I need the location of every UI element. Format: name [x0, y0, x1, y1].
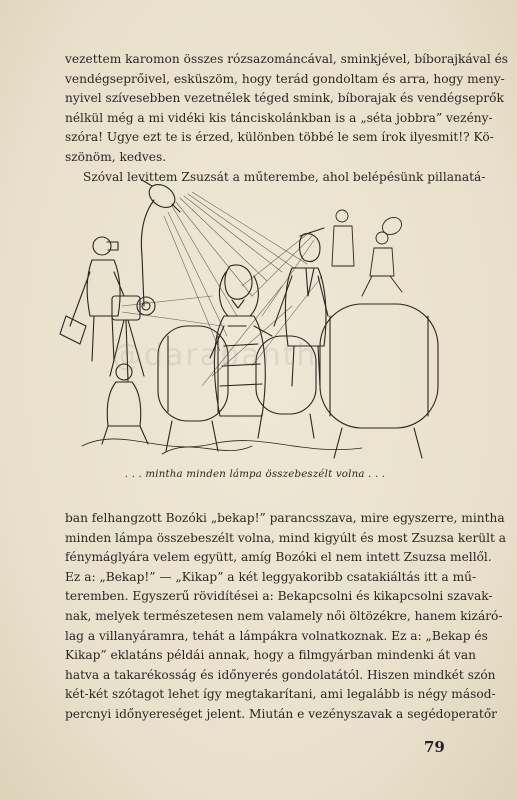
text-line: nélkül még a mi vidéki kis tánciskolánkban is a „séta jobbra” vezény- — [65, 110, 493, 125]
text-line: szóra! Ugye ezt te is érzed, különben többé le sem írok ilyesmit!? Kö- — [65, 130, 494, 145]
background-figures — [332, 210, 405, 296]
floodlights — [158, 304, 438, 458]
text-line: teremben. Egyszerű rövidítései a: Bekapcsolni és kikapcsolni szavak- — [65, 589, 493, 604]
watermark: @darabanth — [112, 338, 318, 373]
text-line: fénymáglyára velem együtt, amíg Bozóki el nem intett Zsuzsa mellől. — [65, 550, 492, 565]
top-text-block — [65, 50, 509, 187]
text-line: minden lámpa összebeszélt volna, mind kigyúlt és most Zsuzsa került a — [65, 530, 507, 545]
text-line: két-két szótagot lehet így megtakarítani, ami legalább is négy másod- — [65, 687, 496, 702]
text-line: Ez a: „Bekap!” — „Kikap” a két leggyakoribb csatakiáltás itt a mű- — [65, 569, 477, 584]
bottom-text-block — [65, 509, 507, 725]
illustration-caption: . . . mintha minden lámpa összebeszélt volna . . . — [124, 469, 386, 480]
actress-figure — [210, 265, 272, 416]
seated-technician — [102, 364, 148, 444]
text-line: vezettem karomon összes rózsazománcával, sminkjével, bíborajkával és — [65, 52, 509, 66]
light-beams — [122, 192, 322, 386]
text-line: Kikap” eklatáns példái annak, hogy a filmgyárban mindenki át van — [65, 648, 476, 663]
text-line: vendégseprőivel, esküszöm, hogy terád gondoltam és arra, hogy meny- — [65, 71, 505, 86]
cameraman-figure — [60, 237, 124, 361]
film-studio-illustration — [62, 176, 448, 466]
spotlight-lamp — [141, 180, 180, 306]
text-line: nyivel szívesebben vezetnélek téged smink, bíborajak és vendégseprők — [65, 91, 504, 106]
text-line: percnyi időnyereséget jelent. Miután e vezényszavak a segédoperatőr — [65, 706, 497, 721]
text-line: ban felhangzott Bozóki „bekap!” parancsszava, mire egyszerre, mintha — [65, 511, 505, 525]
text-line: szönöm, kedves. — [65, 149, 167, 164]
page-number: 79 — [424, 738, 445, 756]
text-line: lag a villanyáramra, tehát a lámpákra volnatkoznak. Ez a: „Bekap és — [65, 628, 488, 643]
text-line: Szóval levittem Zsuzsát a műterembe, ahol belépésünk pillanatá- — [83, 169, 486, 184]
text-line: hatva a takarékosság és időnyerés gondolatától. Hiszen mindkét szón — [65, 667, 496, 682]
text-line: nak, melyek természetesen nem valamely női öltözékre, hanem kizáró- — [65, 608, 503, 623]
cables — [82, 439, 362, 454]
